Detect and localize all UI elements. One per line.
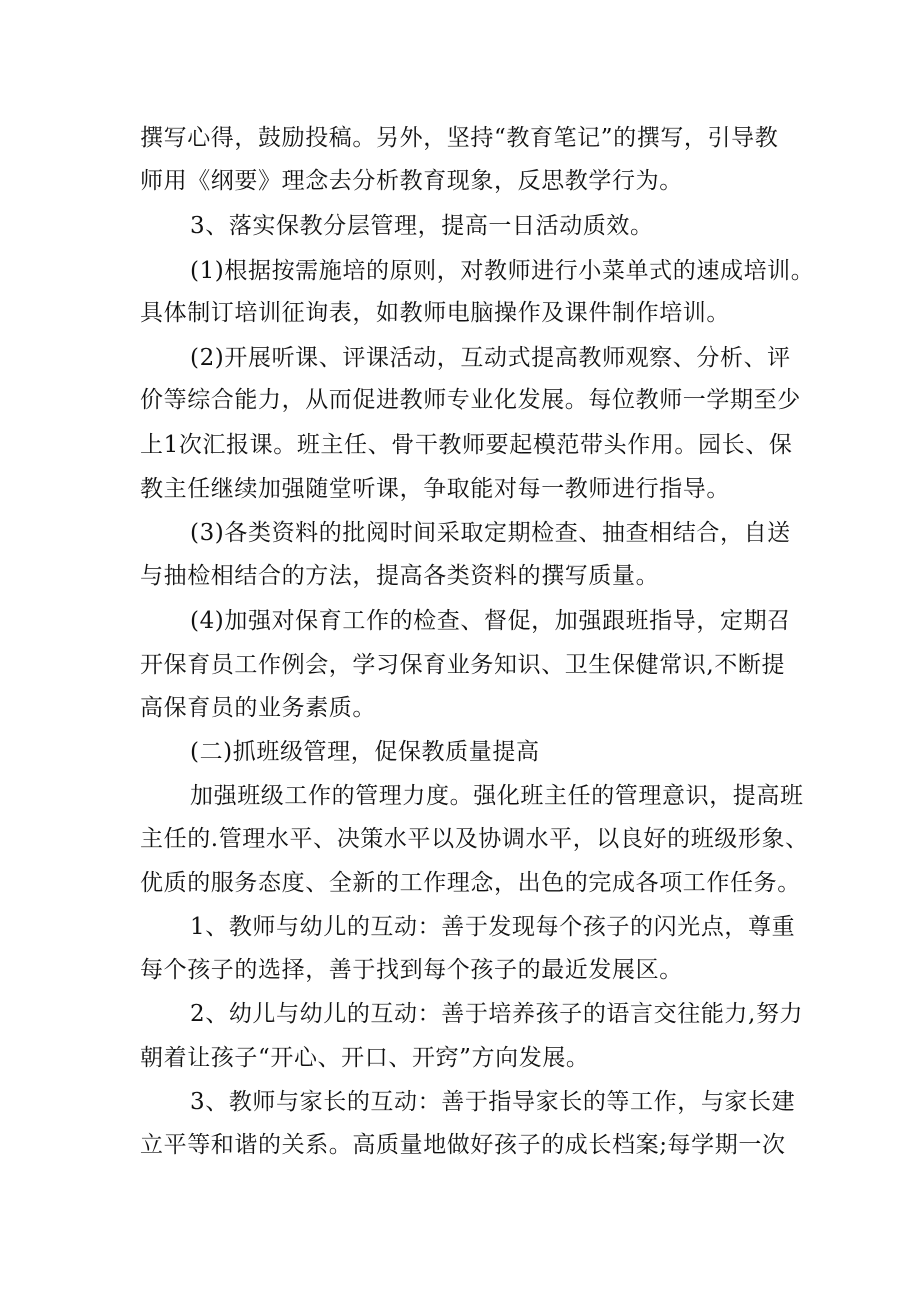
paragraph-heading: 3、落实保教分层管理，提高一日活动质效。	[190, 213, 654, 239]
text-line: 优质的服务态度、全新的工作理念，出色的完成各项工作任务。	[140, 870, 801, 896]
text-line: 朝着让孩子“开心、开口、开窍”方向发展。	[140, 1045, 590, 1071]
text-line: 主任的.管理水平、决策水平以及协调水平，以良好的班级形象、	[140, 826, 809, 852]
text-line: (3)各类资料的批阅时间采取定期检查、抽查相结合，自送	[190, 520, 791, 546]
text-line: 立平等和谐的关系。高质量地做好孩子的成长档案;每学期一次	[140, 1132, 786, 1158]
section-heading: (二)抓班级管理，促保教质量提高	[190, 739, 540, 765]
text-line: 加强班级工作的管理力度。强化班主任的管理意识，提高班	[190, 783, 804, 809]
text-line: 上1次汇报课。班主任、骨干教师要起模范带头作用。园长、保	[140, 432, 793, 458]
text-line: 价等综合能力，从而促进教师专业化发展。每位教师一学期至少	[140, 387, 801, 413]
text-line: (4)加强对保育工作的检查、督促，加强跟班指导，定期召	[190, 608, 791, 634]
text-line: (2)开展听课、评课活动，互动式提高教师观察、分析、评	[190, 345, 791, 371]
text-line: 师用《纲要》理念去分析教育现象，反思教学行为。	[140, 168, 683, 194]
text-line: 具体制订培训征询表，如教师电脑操作及课件制作培训。	[140, 300, 730, 326]
text-line: 高保育员的业务素质。	[140, 695, 376, 721]
text-line: 开保育员工作例会，学习保育业务知识、卫生保健常识,不断提	[140, 652, 786, 678]
text-line: 2、幼儿与幼儿的互动：善于培养孩子的语言交往能力,努力	[190, 1001, 804, 1027]
text-line: 每个孩子的选择，善于找到每个孩子的最近发展区。	[140, 957, 683, 983]
text-line: 3、教师与家长的互动：善于指导家长的等工作，与家长建	[190, 1089, 796, 1115]
text-line: 撰写心得，鼓励投稿。另外，坚持“教育笔记”的撰写，引导教	[140, 125, 779, 151]
text-line: 与抽检相结合的方法，提高各类资料的撰写质量。	[140, 563, 660, 589]
text-line: 教主任继续加强随堂听课，争取能对每一教师进行指导。	[140, 476, 730, 502]
text-line: (1)根据按需施培的原则，对教师进行小菜单式的速成培训。	[190, 258, 815, 284]
text-line: 1、教师与幼儿的互动：善于发现每个孩子的闪光点，尊重	[190, 914, 796, 940]
